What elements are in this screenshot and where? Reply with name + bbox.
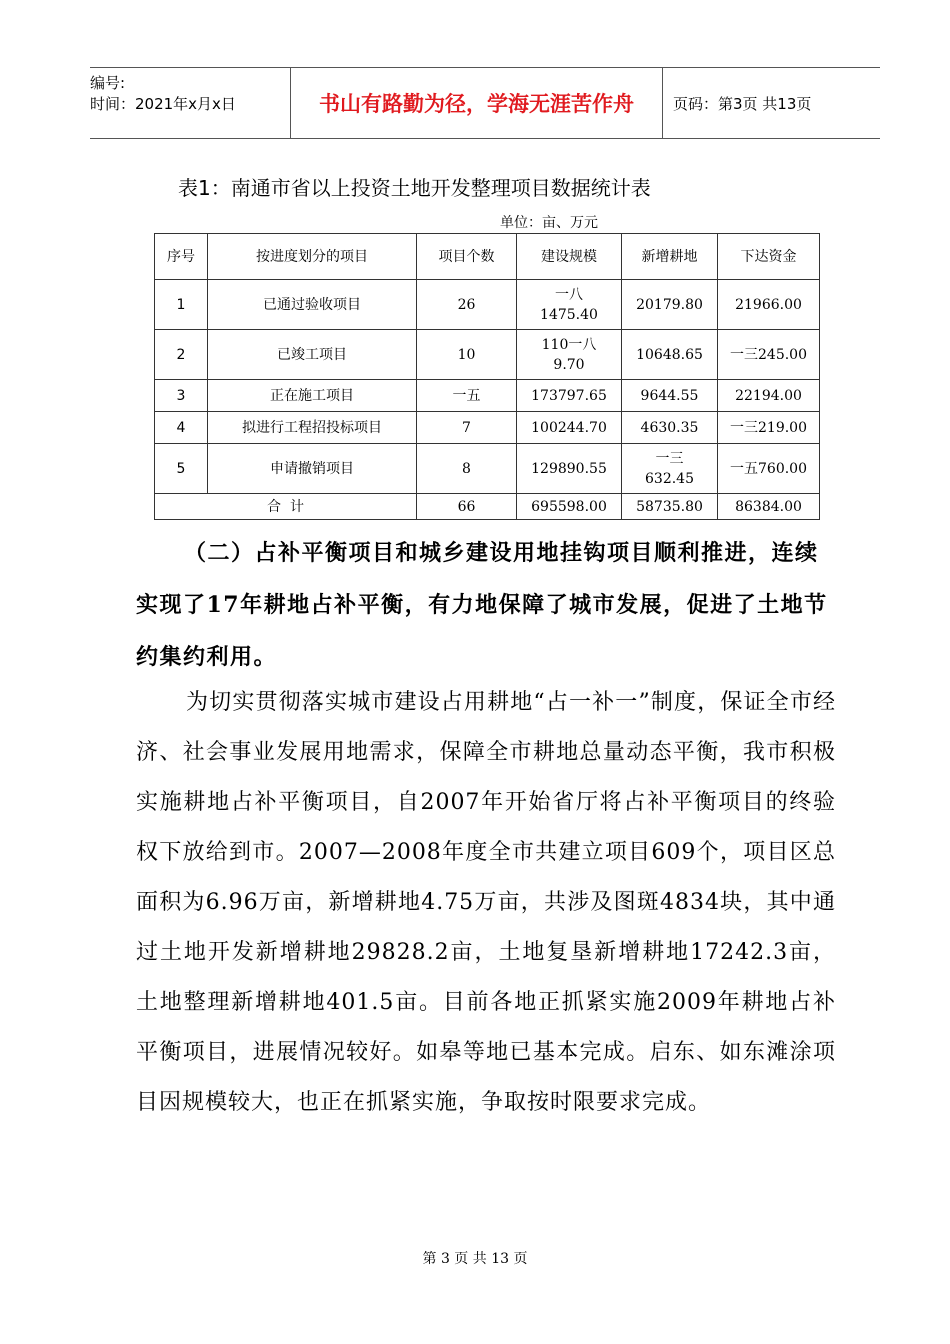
column-header: 建设规模	[517, 234, 622, 280]
body-text: 为切实贯彻落实城市建设占用耕地“占一补一”制度，保证全市经济、社会事业发展用地需求，保障全市耕地总量动态平衡，我市积极实施耕地占补平衡项目，自2007年开始省厅将占补平衡项目的终验权下放给到市。2007—2008年度全市共建立项目609个，项目区总面积为6.96万亩，新增耕地4.75万亩，共涉及图斑4834块，其中通过土地开发新增耕地29828.2亩，土地复垦新增耕地17242.3亩，土地整理新增耕地401.5亩。目前各地正抓紧实施2009年耕地占补平衡项目，进展情况较好。如皋等地已基本完成。启东、如东滩涂项目因规模较大，也正在抓紧实施，争取按时限要求完成。	[136, 690, 836, 1115]
cell: 一五760.00	[718, 444, 820, 494]
cell: 一三219.00	[718, 412, 820, 444]
cell: 22194.00	[718, 380, 820, 412]
heading-text: （二）占补平衡项目和城乡建设用地挂钩项目顺利推进，连续实现了17年耕地占补平衡，有力地保障了城市发展，促进了土地节约集约利用。	[136, 540, 828, 670]
column-header: 新增耕地	[622, 234, 718, 280]
header-page-info: 页码：第3页 共13页	[673, 94, 812, 113]
cell	[517, 330, 622, 380]
column-header: 下达资金	[718, 234, 820, 280]
table-total-row	[155, 494, 820, 520]
table-row	[155, 444, 820, 494]
cell: 正在施工项目	[208, 380, 417, 412]
cell-text: 110一八9.70	[541, 336, 597, 373]
table-row	[155, 280, 820, 330]
cell: 10	[417, 330, 517, 380]
cell: 173797.65	[517, 380, 622, 412]
cell-text: 一八1475.40	[540, 286, 598, 323]
cell: 5	[155, 444, 208, 494]
cell: 10648.65	[622, 330, 718, 380]
cell: 100244.70	[517, 412, 622, 444]
cell: 21966.00	[718, 280, 820, 330]
table-header-row	[155, 234, 820, 280]
cell	[517, 280, 622, 330]
body-paragraph	[136, 678, 836, 1128]
cell: 拟进行工程招投标项目	[208, 412, 417, 444]
cell: 129890.55	[517, 444, 622, 494]
cell: 1	[155, 280, 208, 330]
cell: 2	[155, 330, 208, 380]
table-row	[155, 412, 820, 444]
page-header	[90, 67, 880, 139]
time-label: 时间：2021年x月x日	[90, 95, 236, 113]
cell: 20179.80	[622, 280, 718, 330]
statistics-table	[154, 233, 820, 520]
cell: 4630.35	[622, 412, 718, 444]
cell: 已竣工项目	[208, 330, 417, 380]
cell: 3	[155, 380, 208, 412]
cell: 8	[417, 444, 517, 494]
unit-note: 单位：亩、万元	[500, 215, 598, 231]
total-label: 合 计	[155, 494, 417, 520]
cell: 58735.80	[622, 494, 718, 520]
cell: 申请撤销项目	[208, 444, 417, 494]
cell: 7	[417, 412, 517, 444]
cell: 695598.00	[517, 494, 622, 520]
header-meta	[90, 68, 290, 138]
cell: 4	[155, 412, 208, 444]
table-row	[155, 380, 820, 412]
column-header: 项目个数	[417, 234, 517, 280]
cell: 86384.00	[718, 494, 820, 520]
column-header: 按进度划分的项目	[208, 234, 417, 280]
page-footer: 第 3 页 共 13 页	[422, 1251, 528, 1267]
section-heading-paragraph	[136, 527, 836, 683]
header-motto: 书山有路勤为径，学海无涯苦作舟	[290, 68, 663, 138]
cell: 一三245.00	[718, 330, 820, 380]
cell: 9644.55	[622, 380, 718, 412]
cell: 一五	[417, 380, 517, 412]
table-row	[155, 330, 820, 380]
column-header: 序号	[155, 234, 208, 280]
serial-label: 编号:	[90, 74, 126, 92]
cell: 26	[417, 280, 517, 330]
cell-text: 一三632.45	[645, 450, 694, 487]
cell	[622, 444, 718, 494]
cell: 66	[417, 494, 517, 520]
table-title: 表1：南通市省以上投资土地开发整理项目数据统计表	[178, 176, 651, 200]
cell: 已通过验收项目	[208, 280, 417, 330]
